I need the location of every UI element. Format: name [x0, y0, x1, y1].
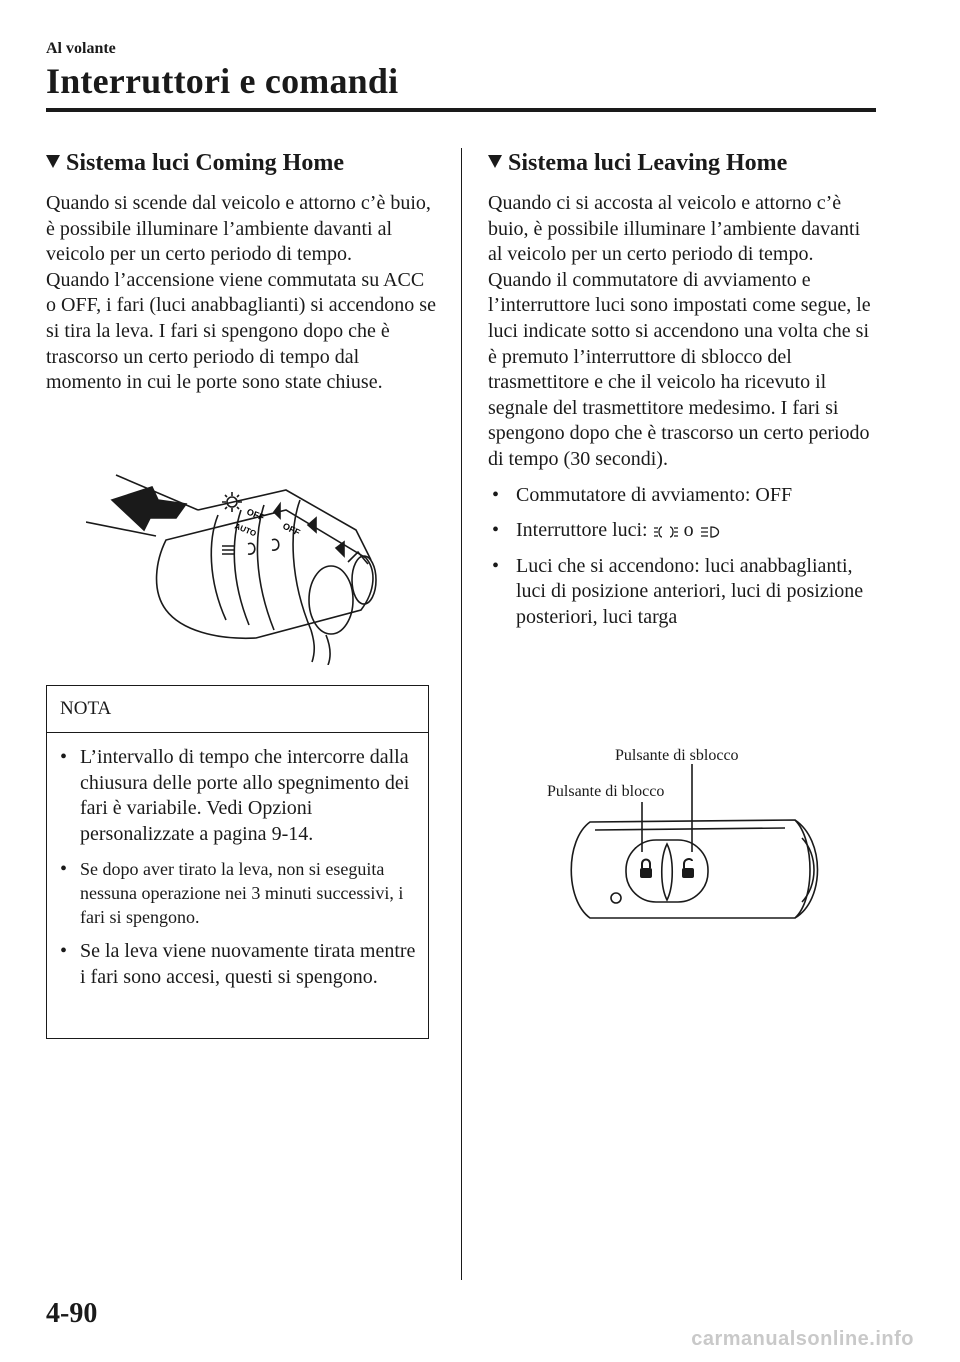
section-heading-coming-home [46, 150, 436, 177]
lever-label-off-2: OFF [281, 520, 302, 538]
page-title: Interruttori e comandi [46, 61, 399, 101]
lock-button-label: Pulsante di blocco [547, 783, 665, 800]
left-column [46, 150, 436, 396]
leaving-home-intro: Quando ci si accosta al veicolo e attorno c’è buio, è possibile illuminare l’ambiente davanti al veicolo per un certo periodo di tempo. [488, 192, 861, 266]
bullet-dot-icon: • [60, 940, 68, 963]
nota-heading: NOTA [47, 686, 428, 733]
section-heading-text: Sistema luci Leaving Home [508, 150, 788, 176]
nota-box [46, 685, 429, 1039]
nota-item: • L’intervallo di tempo che intercorre dalla chiusura delle porte allo spegnimento dei fari è variabile. Vedi Opzioni personalizzate a pagina 9-14. [60, 746, 410, 845]
lever-label-auto: AUTO [233, 521, 258, 539]
bullet-dot-icon: • [60, 858, 68, 881]
page-number: 4-90 [46, 1298, 98, 1329]
coming-home-operation: Quando l’accensione viene commutata su ACC o OFF, i fari (luci anabbaglianti) si accendono se si tira la leva. I fari si spengono dopo che è trascorso un certo periodo di tempo dal momento in cui le porte sono state chiuse. [46, 268, 436, 394]
right-column [488, 150, 878, 641]
bullet-dot-icon: • [492, 554, 500, 577]
title-rule [46, 108, 876, 112]
unlock-button-label: Pulsante di sblocco [615, 747, 739, 764]
column-divider [461, 148, 462, 1280]
condition-lights-on: • Luci che si accendono: luci anabbaglianti, luci di posizione anteriori, luci di posizione posteriori, luci targa [492, 554, 864, 628]
bullet-dot-icon: • [60, 746, 68, 768]
condition-light-switch: • Interruttore luci: o [488, 518, 878, 544]
leaving-home-conditions [488, 483, 878, 631]
triangle-bullet-icon [46, 155, 60, 168]
nota-item: • Se dopo aver tirato la leva, non si eseguita nessuna operazione nei 3 minuti successivi, i fari si spengono. [60, 858, 404, 928]
coming-home-intro: Quando si scende dal veicolo e attorno c’è buio, è possibile illuminare l’ambiente davanti al veicolo per un certo periodo di tempo. [46, 192, 431, 266]
breadcrumb: Al volante [46, 40, 116, 57]
triangle-bullet-icon [488, 155, 502, 168]
light-lever-illustration [86, 470, 406, 665]
nota-item: • Se la leva viene nuovamente tirata mentre i fari sono accesi, questi si spengono. [60, 940, 416, 988]
condition-ignition: • Commutatore di avviamento: OFF [488, 483, 878, 509]
bullet-dot-icon: • [492, 519, 500, 542]
bullet-dot-icon: • [492, 483, 500, 506]
leaving-home-operation: Quando il commutatore di avviamento e l’interruttore luci sono impostati come segue, le luci indicate sotto si accendono una volta che si è premuto l’interruttore di sblocco del trasmettitore e che il veicolo ha ricevuto il segnale del trasmettitore medesimo. I fari si spengono dopo che è trascorso un certo periodo di tempo (30 secondi). [488, 268, 871, 470]
key-fob-illustration [540, 740, 830, 930]
headlights-icon [699, 524, 725, 540]
lock-icon [640, 860, 652, 879]
unlock-icon [682, 859, 694, 878]
watermark: carmanualsonline.info [691, 1328, 914, 1350]
nota-list [47, 733, 428, 991]
section-heading-text: Sistema luci Coming Home [66, 150, 344, 176]
parking-lights-icon [653, 524, 679, 540]
section-heading-leaving-home [488, 150, 878, 177]
lever-label-off: OFF [245, 506, 266, 523]
